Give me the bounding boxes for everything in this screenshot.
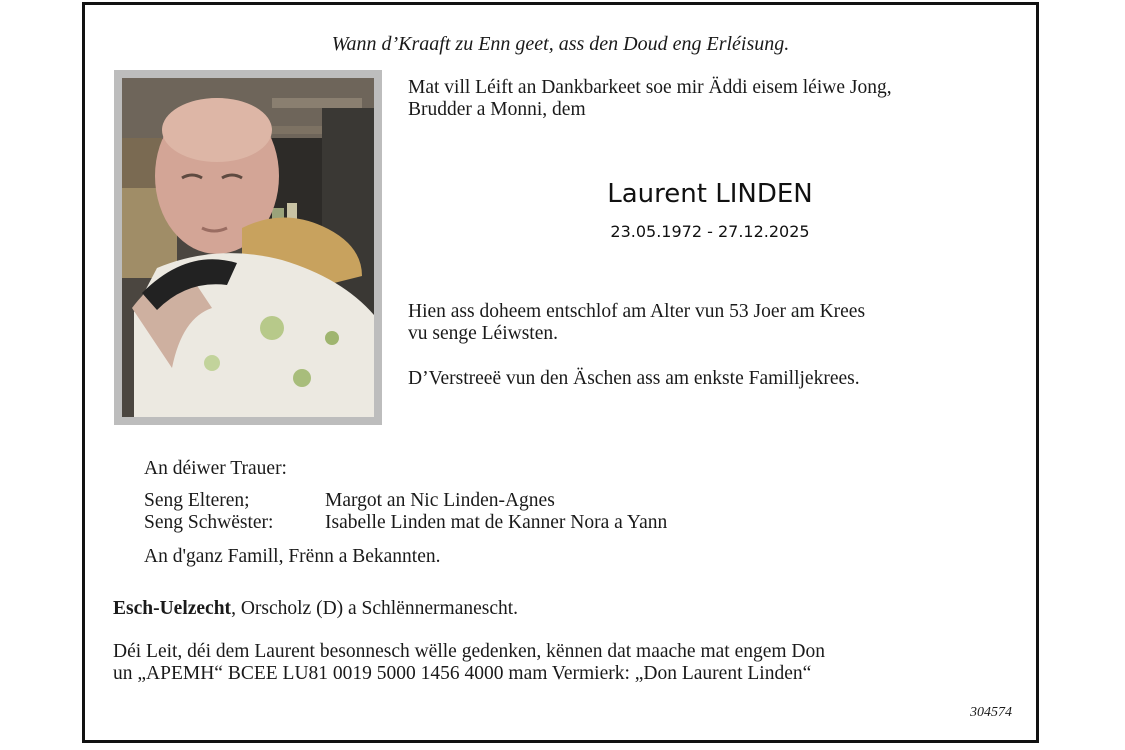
mourning-heading: An déiwer Trauer:	[144, 458, 287, 479]
passing-text	[408, 301, 1018, 345]
donation-line: un „APEMH“ BCEE LU81 0019 5000 1456 4000 mam Vermierk: „Don Laurent Linden“	[113, 663, 812, 684]
intro-text	[408, 77, 1018, 121]
passing-line: vu senge Léiwsten.	[408, 323, 559, 344]
motto: Wann d’Kraaft zu Enn geet, ass den Doud eng Erléisung.	[331, 33, 790, 55]
portrait-photo	[122, 78, 374, 417]
deceased-name: Laurent LINDEN	[607, 179, 813, 209]
ashes-text: D’Verstreeë vun den Äschen ass am enkste Familljekrees.	[408, 368, 860, 389]
obituary-notice	[82, 2, 1039, 743]
places-line	[113, 598, 518, 620]
family-line: An d'ganz Famill, Frënn a Bekannten.	[144, 546, 441, 567]
reference-number: 304574	[970, 705, 1012, 720]
life-dates: 23.05.1972 - 27.12.2025	[610, 222, 810, 241]
mourner-role: Seng Schwëster:	[144, 512, 274, 533]
place-main: Esch-Uelzecht	[113, 598, 232, 619]
passing-line: Hien ass doheem entschlof am Alter vun 53 Joer am Krees	[408, 301, 866, 322]
mourner-role: Seng Elteren;	[144, 490, 250, 511]
intro-line: Brudder a Monni, dem	[408, 99, 586, 120]
donation-line: Déi Leit, déi dem Laurent besonnesch wëlle gedenken, kënnen dat maache mat engem Don	[113, 641, 826, 662]
mourner-row	[144, 512, 667, 534]
mourner-names: Margot an Nic Linden-Agnes	[325, 490, 555, 511]
mourner-row	[144, 490, 555, 512]
place-rest: , Orscholz (D) a Schlënnermanescht.	[231, 598, 519, 619]
donation-text	[113, 641, 1023, 685]
mourner-names: Isabelle Linden mat de Kanner Nora a Yann	[325, 512, 668, 533]
portrait-frame	[114, 70, 382, 425]
intro-line: Mat vill Léift an Dankbarkeet soe mir Äddi eisem léiwe Jong,	[408, 77, 892, 98]
